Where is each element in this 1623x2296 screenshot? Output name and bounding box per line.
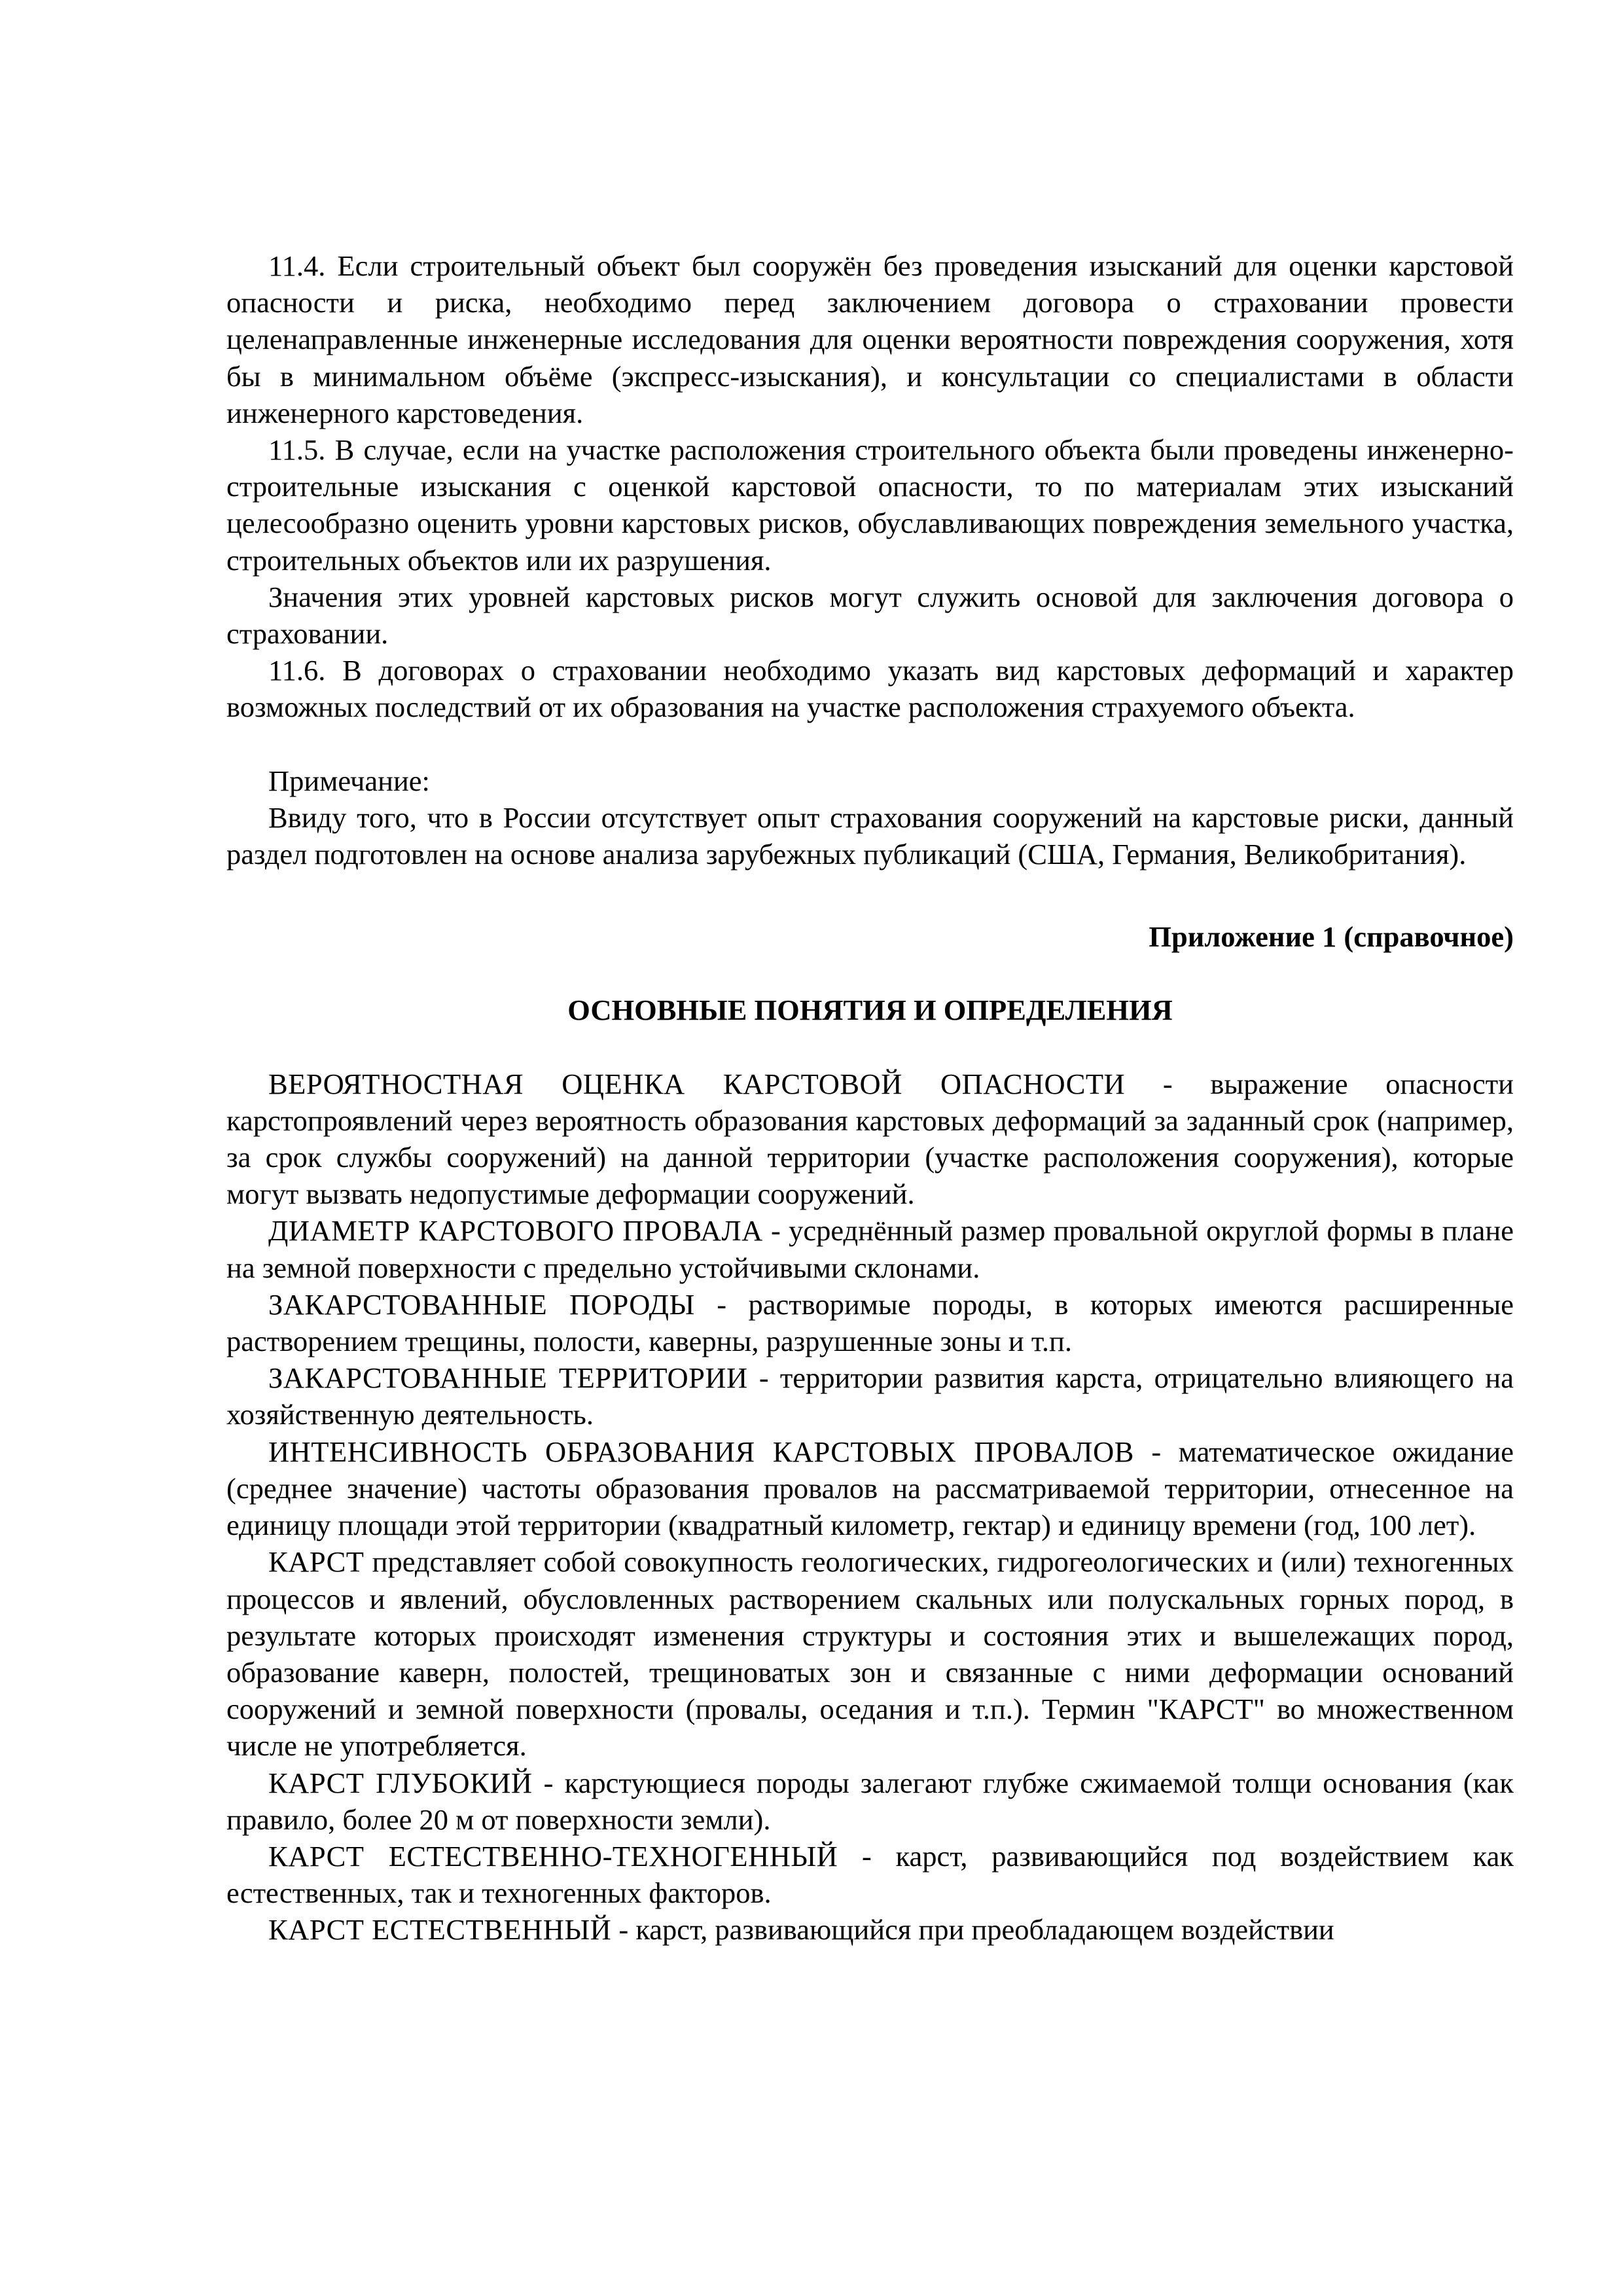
appendix-title: ОСНОВНЫЕ ПОНЯТИЯ И ОПРЕДЕЛЕНИЯ bbox=[567, 994, 1173, 1027]
note-text: Ввиду того, что в России отсутствует опыт страхования сооружений на карстовые риски, данный раздел подготовлен на основе анализа зарубежных публикаций (США, Германия, Великобритания). bbox=[226, 800, 1514, 871]
appendix-label: Приложение 1 (справочное) bbox=[1149, 920, 1514, 954]
definition-text: представляет собой совокупность геологических, гидрогеологических и (или) техногенных процессов и явлений, обусловленных растворением скальных или полускальных горных пород, в результате которых происходят изменения структуры и состояния этих и вышележащих пород, образование каверн, полостей, трещиноватых зон и связанные с ними деформации оснований сооружений и земной поверхности (провалы, оседания и т.п.). Термин "КАРСТ" во множественном числе не употребляется. bbox=[226, 1545, 1514, 1763]
spacer bbox=[226, 872, 1514, 918]
definition-8 bbox=[226, 1838, 1514, 1911]
definition-3 bbox=[226, 1286, 1514, 1359]
definition-9 bbox=[226, 1911, 1514, 1948]
definition-term: КАРСТ bbox=[268, 1545, 365, 1579]
definition-term: ИНТЕНСИВНОСТЬ ОБРАЗОВАНИЯ КАРСТОВЫХ ПРОВАЛОВ bbox=[268, 1435, 1134, 1468]
definition-term: ЗАКАРСТОВАННЫЕ ПОРОДЫ bbox=[268, 1287, 695, 1321]
paragraph-11-5-continued: Значения этих уровней карстовых рисков могут служить основой для заключения договора о страховании. bbox=[226, 580, 1514, 651]
paragraph-11-6: 11.6. В договорах о страховании необходимо указать вид карстовых деформаций и характер возможных последствий от их образования на участке расположения страхуемого объекта. bbox=[226, 654, 1514, 724]
definition-text: - усреднённый размер провальной округлой формы в плане на земной поверхности с предельно устойчивыми склонами. bbox=[226, 1214, 1514, 1284]
definition-term: ДИАМЕТР КАРСТОВОГО ПРОВАЛА bbox=[268, 1214, 763, 1247]
definition-6 bbox=[226, 1543, 1514, 1764]
definition-7 bbox=[226, 1765, 1514, 1838]
paragraph-11-4: 11.4. Если строительный объект был сооружён без проведения изысканий для оценки карстовой опасности и риска, необходимо перед заключением договора о страховании провести целенаправленные инженерные исследования для оценки вероятности повреждения сооружения, хотя бы в минимальном объёме (экспресс-изыскания), и консультации со специалистами в области инженерного карстоведения. bbox=[226, 249, 1514, 429]
spacer bbox=[226, 726, 1514, 762]
definition-term: КАРСТ ГЛУБОКИЙ bbox=[268, 1766, 533, 1799]
definition-term: КАРСТ ЕСТЕСТВЕННО-ТЕХНОГЕННЫЙ bbox=[268, 1839, 838, 1873]
definition-text: - территории развития карста, отрицательно влияющего на хозяйственную деятельность. bbox=[226, 1361, 1514, 1431]
note-label: Примечание: bbox=[268, 764, 430, 797]
definition-text: - математическое ожидание (среднее значение) частоты образования провалов на рассматриваемой территории, отнесенное на единицу площади этой территории (квадратный километр, гектар) и единицу времени (год, 100 лет). bbox=[226, 1435, 1514, 1542]
definition-term: КАРСТ ЕСТЕСТВЕННЫЙ bbox=[268, 1913, 612, 1946]
spacer bbox=[226, 1029, 1514, 1066]
spacer bbox=[226, 955, 1514, 992]
definition-5 bbox=[226, 1433, 1514, 1544]
definition-term: ЗАКАРСТОВАННЫЕ ТЕРРИТОРИИ bbox=[268, 1361, 748, 1395]
definition-4 bbox=[226, 1359, 1514, 1433]
definition-text: - карстующиеся породы залегают глубже сжимаемой толщи основания (как правило, более 20 м от поверхности земли). bbox=[226, 1766, 1514, 1836]
definition-text: - выражение опасности карстопроявлений через вероятность образования карстовых деформаций за заданный срок (например, за срок службы сооружений) на данной территории (участке расположения сооружения), которые могут вызвать недопустимые деформации сооружений. bbox=[226, 1067, 1514, 1211]
definition-1 bbox=[226, 1066, 1514, 1213]
definition-text: - карст, развивающийся под воздействием как естественных, так и техногенных факторов. bbox=[226, 1839, 1514, 1910]
definition-text: - растворимые породы, в которых имеются расширенные растворением трещины, полости, каверны, разрушенные зоны и т.п. bbox=[226, 1287, 1514, 1358]
definition-text: - карст, развивающийся при преобладающем воздействии bbox=[611, 1913, 1334, 1946]
definition-term: ВЕРОЯТНОСТНАЯ ОЦЕНКА КАРСТОВОЙ ОПАСНОСТИ bbox=[268, 1067, 1126, 1100]
document-page bbox=[226, 247, 1514, 1948]
definition-2 bbox=[226, 1212, 1514, 1285]
paragraph-11-5: 11.5. В случае, если на участке расположения строительного объекта были проведены инженерно-строительные изыскания с оценкой карстовой опасности, то по материалам этих изысканий целесообразно оценить уровни карстовых рисков, обуславливающих повреждения земельного участка, строительных объектов или их разрушения. bbox=[226, 433, 1514, 577]
